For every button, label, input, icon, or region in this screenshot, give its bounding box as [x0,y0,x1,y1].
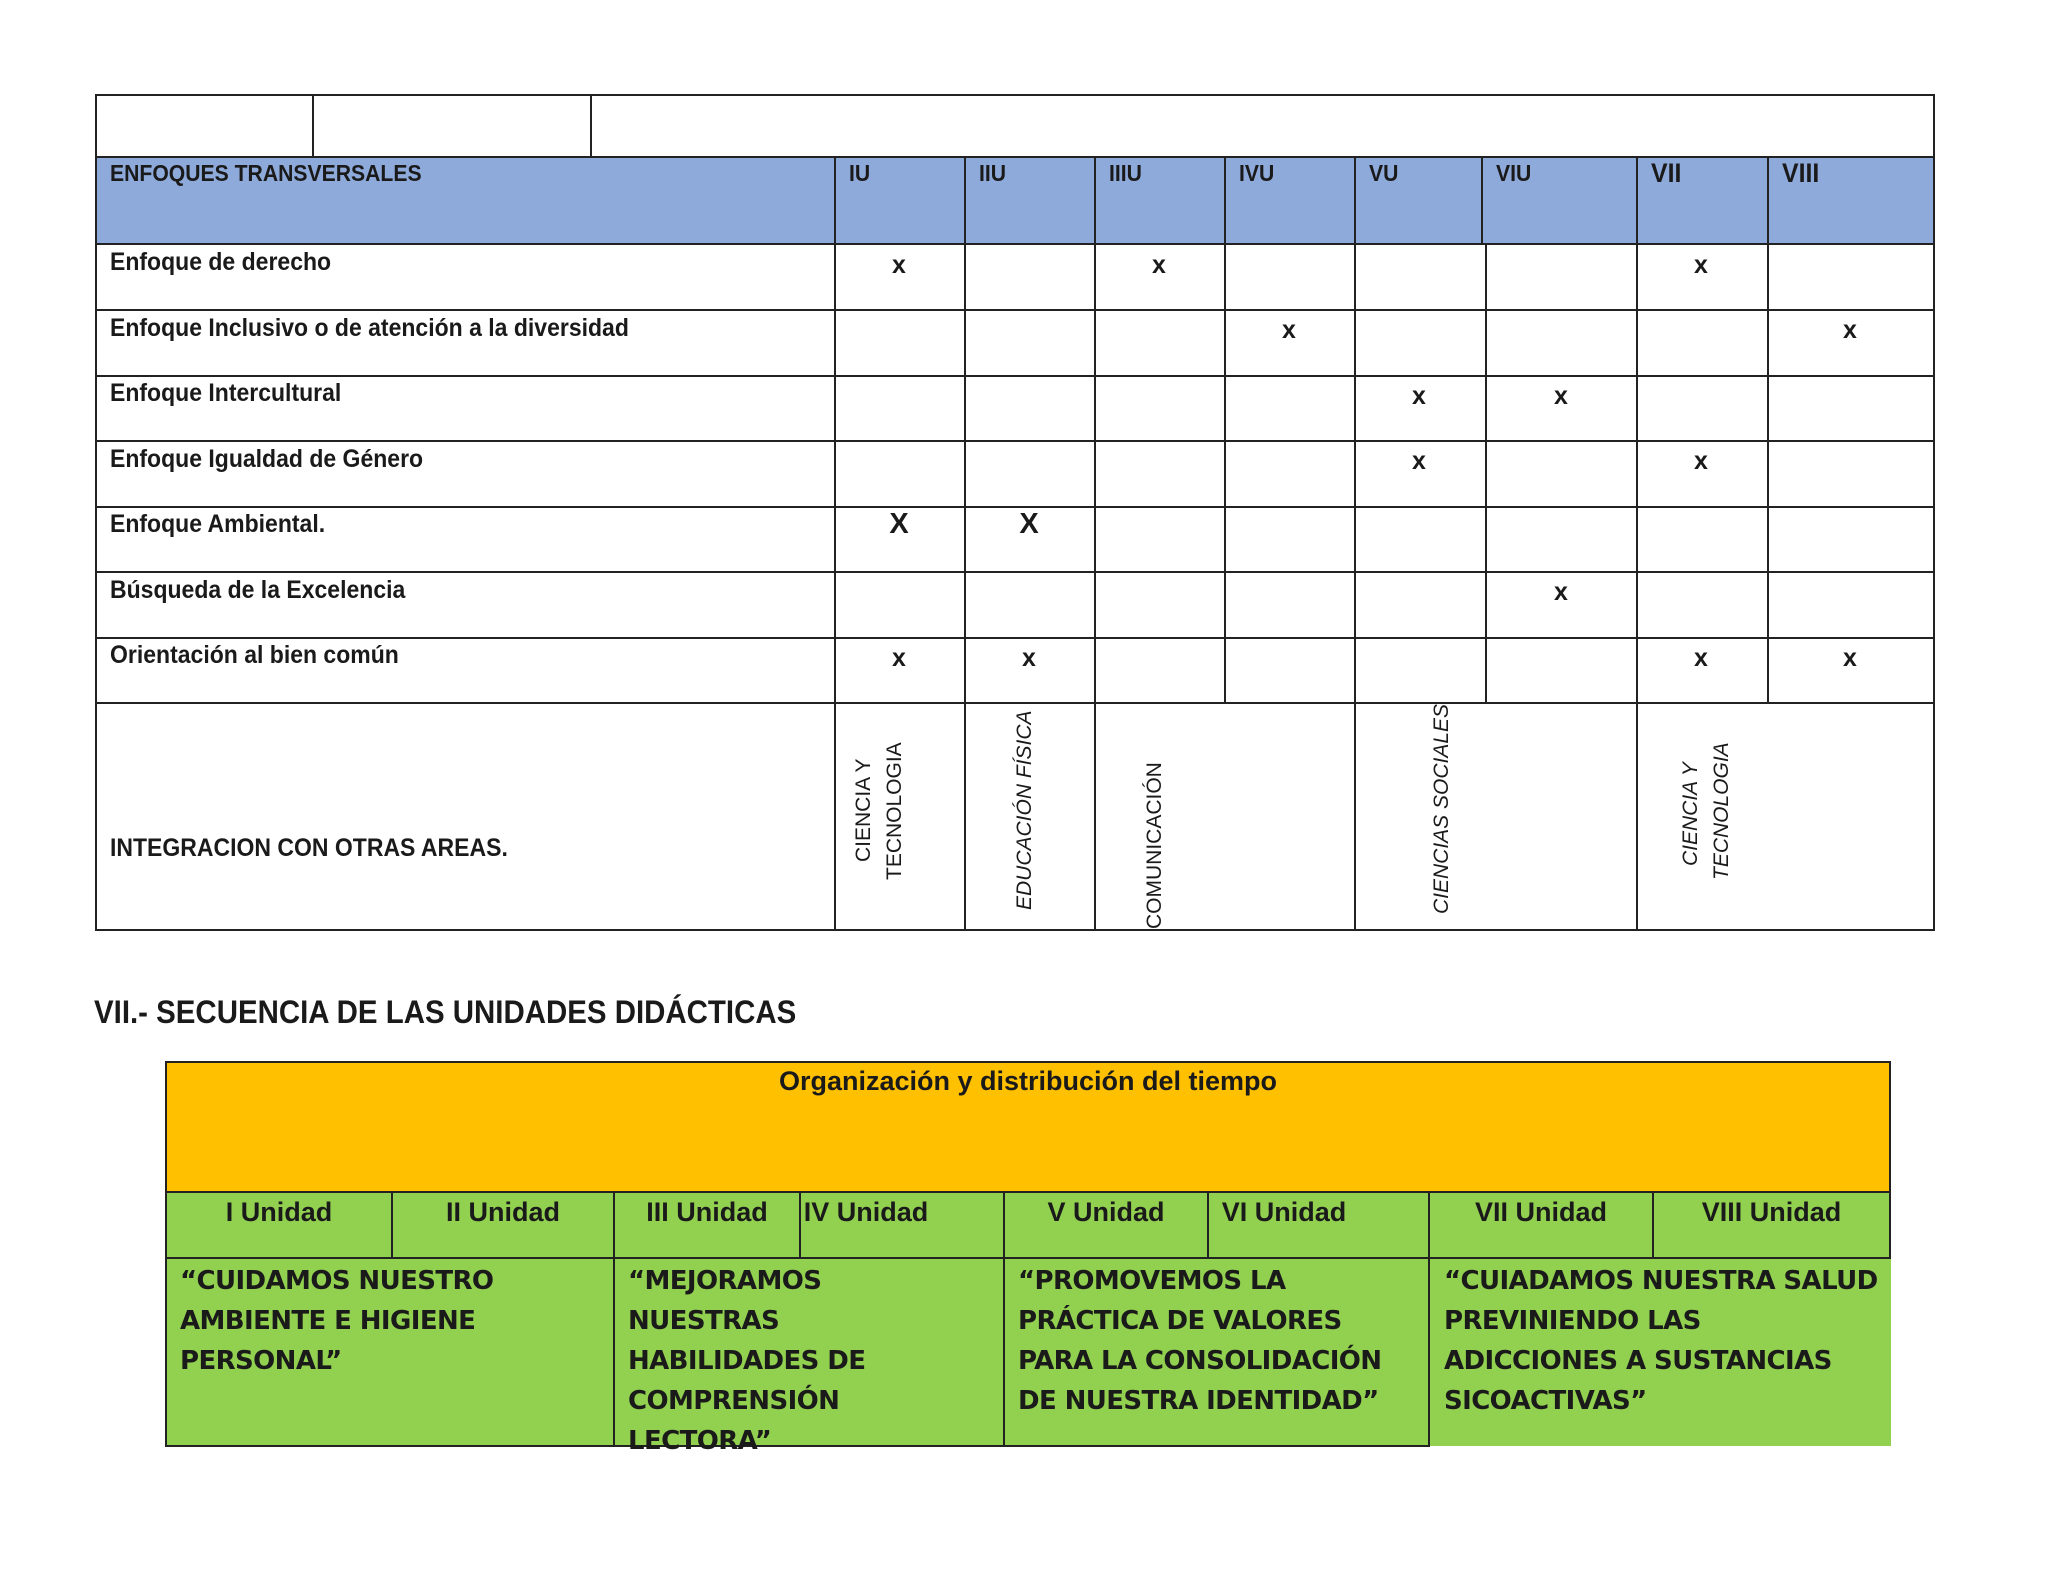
row-label: Búsqueda de la Excelencia [110,576,406,604]
unit-header: VU [1369,160,1399,186]
time-distribution-header: Organización y distribución del tiempo [778,1066,1278,1096]
unit-header: VII [1651,158,1682,188]
mark-cell: x [1554,382,1568,410]
unit-label: IV Unidad [803,1197,929,1227]
row-label: Enfoque Ambiental. [110,510,326,538]
grid-line [1094,156,1096,931]
area-label: CIENCIAS SOCIALES [1430,703,1453,914]
unit-title: “CUIDAMOS NUESTRO AMBIENTE E HIGIENE PERSONAL” [180,1266,494,1376]
unit-label: III Unidad [646,1197,768,1227]
unit-title: “PROMOVEMOS LA PRÁCTICA DE VALORES PARA LA CONSOLIDACIÓN DE NUESTRA IDENTIDAD” [1018,1266,1382,1416]
mark-cell: X [889,508,909,540]
unit-label: I Unidad [225,1197,333,1227]
grid-line [95,440,1935,442]
unit-label: VII Unidad [1474,1197,1607,1227]
grid-line [1636,156,1638,931]
section-title: VII.- SECUENCIA DE LAS UNIDADES DIDÁCTICAS [94,994,797,1030]
grid-line [613,1191,615,1447]
unit-title: “CUIADAMOS NUESTRA SALUD PREVINIENDO LAS ADICCIONES A SUSTANCIAS SICOACTIVAS” [1444,1266,1878,1416]
unit-label: V Unidad [1047,1197,1165,1227]
unit-header: VIU [1496,160,1532,186]
grid-line [165,1061,1891,1063]
grid-line [1481,156,1483,244]
grid-line [834,156,836,931]
grid-line [95,929,1935,931]
mark-cell: x [1694,251,1708,279]
mark-cell: x [1694,447,1708,475]
row-label: Orientación al bien común [110,641,399,669]
row-label: Enfoque Intercultural [110,379,342,407]
grid-line [1224,156,1226,703]
grid-line [590,94,592,157]
area-label: CIENCIA Y [852,758,875,862]
grid-line [95,637,1935,639]
grid-line [95,375,1935,377]
grid-line [312,94,314,157]
mark-cell: x [1022,644,1036,672]
area-label: TECNOLOGIA [883,742,906,880]
grid-line [95,571,1935,573]
mark-cell: x [1412,447,1426,475]
mark-cell: x [1843,316,1857,344]
mark-cell: x [1282,316,1296,344]
unit-header: IVU [1239,160,1275,186]
mark-cell: x [1554,578,1568,606]
unit-header: VIII [1782,158,1820,188]
area-label: COMUNICACIÓN [1143,762,1166,929]
mark-cell: x [1694,644,1708,672]
grid-line [95,309,1935,311]
unit-header: IIU [979,160,1007,186]
grid-line [165,1257,1891,1259]
grid-line [1428,1191,1430,1447]
unit-label: VIII Unidad [1701,1197,1842,1227]
grid-line [964,156,966,931]
mark-cell: x [892,644,906,672]
unit-label: II Unidad [446,1197,560,1227]
area-label: EDUCACIÓN FÍSICA [1013,710,1036,910]
area-label: CIENCIA Y [1679,762,1702,866]
mark-cell: x [892,251,906,279]
mark-cell: x [1843,644,1857,672]
grid-line [1767,156,1769,703]
table-header-label: ENFOQUES TRANSVERSALES [110,160,422,186]
grid-line [165,1191,1891,1193]
grid-line [95,506,1935,508]
grid-line [95,702,1935,704]
grid-line [165,1061,167,1447]
grid-line [1485,243,1487,703]
integration-label: INTEGRACION CON OTRAS AREAS. [110,834,508,862]
unit-header: IU [849,160,871,186]
grid-line [1003,1191,1005,1447]
grid-line [95,243,1935,245]
row-label: Enfoque Igualdad de Género [110,445,424,473]
mark-cell: x [1412,382,1426,410]
grid-line [1354,156,1356,931]
grid-line [95,94,1935,96]
unit-header: IIIU [1109,160,1142,186]
mark-cell: X [1019,508,1039,540]
row-label: Enfoque Inclusivo o de atención a la diversidad [110,314,629,342]
unit-label: VI Unidad [1221,1197,1347,1227]
row-label: Enfoque de derecho [110,248,332,276]
area-label: TECNOLOGIA [1710,742,1733,880]
unit-title: “MEJORAMOS NUESTRAS HABILIDADES DE COMPRENSIÓN LECTORA” [628,1266,866,1456]
grid-line [1933,94,1935,931]
grid-line [95,94,97,931]
mark-cell: x [1152,251,1166,279]
